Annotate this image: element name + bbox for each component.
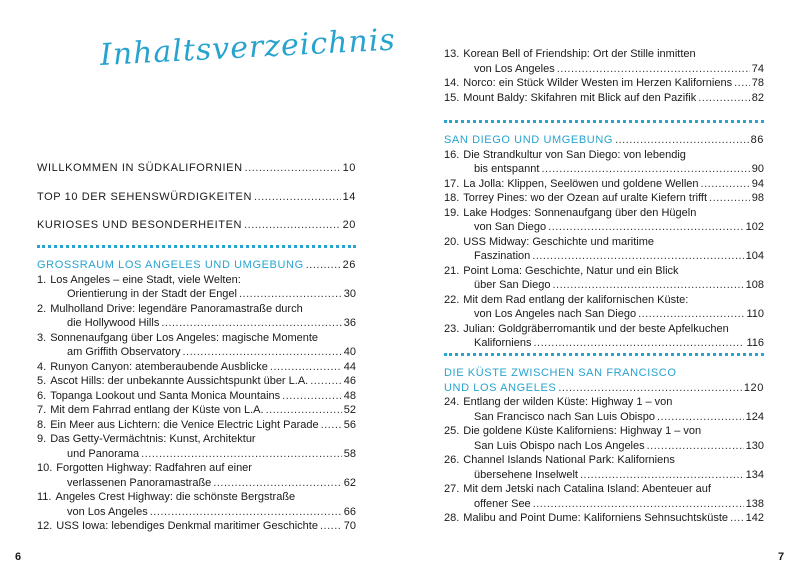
leader-dots: [310, 374, 342, 389]
toc-entry[interactable]: [444, 91, 764, 106]
section-label: WILLKOMMEN IN SÜDKALIFORNIEN: [37, 162, 243, 174]
toc-entry[interactable]: [444, 511, 764, 526]
toc-entry-line1[interactable]: [37, 490, 356, 505]
page-number: 46: [343, 375, 356, 387]
leader-dots: [734, 76, 750, 91]
leader-dots: [557, 62, 750, 77]
entry-title-cont: von Los Angeles nach San Diego: [474, 308, 637, 320]
page-number-right: 7: [778, 551, 785, 563]
entry-title: Point Loma: Geschichte, Natur und ein Blick: [463, 264, 679, 277]
page-number: 66: [343, 505, 356, 518]
entry-number: 16.: [444, 148, 460, 161]
entry-number: 12.: [37, 520, 53, 532]
leader-dots: [647, 439, 744, 454]
toc-entry-line1[interactable]: [37, 302, 356, 317]
section-label: UND LOS ANGELES: [444, 381, 557, 394]
page-number: 86: [750, 134, 764, 146]
page-number: 124: [745, 410, 764, 423]
leader-dots: [698, 91, 750, 106]
toc-entry-line1[interactable]: [444, 264, 764, 279]
entry-number: 14.: [444, 77, 460, 89]
toc-entry-line2[interactable]: [37, 476, 356, 491]
toc-entry[interactable]: [37, 360, 356, 375]
toc-entry-line2[interactable]: [444, 439, 764, 454]
page-number: 134: [745, 468, 764, 481]
toc-entry-line1[interactable]: [37, 432, 356, 447]
page-number: 142: [745, 512, 764, 524]
leader-dots: [266, 403, 342, 418]
entry-number: 3.: [37, 331, 47, 344]
entry-number: 26.: [444, 454, 460, 466]
leader-dots: [141, 447, 342, 462]
section-divider: [37, 245, 356, 248]
entry-title-cont: von Los Angeles: [474, 62, 555, 75]
entry-number: 4.: [37, 360, 47, 373]
toc-entry[interactable]: [37, 418, 356, 433]
toc-entry-line2[interactable]: [444, 278, 764, 293]
toc-entry-line2[interactable]: [444, 410, 764, 425]
toc-entry-line1[interactable]: [444, 322, 764, 337]
entry-number: 25.: [444, 425, 460, 437]
toc-entry-line2[interactable]: [37, 505, 356, 520]
entry-number: 23.: [444, 322, 460, 335]
entry-number: 18.: [444, 192, 460, 204]
toc-entry-line2[interactable]: [37, 316, 356, 331]
page-number: 130: [745, 439, 764, 452]
toc-section-curiosities[interactable]: [37, 218, 356, 233]
leader-dots: [701, 177, 750, 192]
page-number: 70: [343, 520, 356, 532]
entry-number: 17.: [444, 177, 460, 190]
page-number: 26: [342, 259, 356, 271]
entry-number: 1.: [37, 273, 47, 286]
toc-entry-line1[interactable]: [444, 293, 764, 308]
page-number: 14: [342, 190, 356, 203]
leader-dots: [709, 191, 750, 206]
entry-title: Ascot Hills: der unbekannte Aussichtspunkt über L.A.: [50, 375, 309, 387]
entry-title: Die Strandkultur von San Diego: von lebendig: [463, 148, 686, 161]
page-number: 108: [745, 279, 764, 291]
entry-title-cont: Faszination: [474, 250, 531, 262]
entry-title: Mit dem Jetski nach Catalina Island: Abenteuer auf: [463, 483, 711, 495]
entry-title-cont: Orientierung in der Stadt der Engel: [67, 288, 237, 300]
page-number: 94: [751, 177, 764, 190]
leader-dots: [213, 476, 341, 491]
leader-dots: [320, 519, 342, 534]
entry-title-cont: Kaliforniens: [474, 337, 532, 349]
entry-title: Die goldene Küste Kaliforniens: Highway 1 – von: [463, 425, 702, 437]
toc-entry-line1[interactable]: [444, 47, 764, 62]
entry-title: USS Midway: Geschichte und maritime: [463, 235, 655, 248]
leader-dots: [730, 511, 744, 526]
entry-number: 5.: [37, 375, 47, 387]
page-number-left: 6: [15, 551, 22, 563]
toc-entry-line2[interactable]: [444, 307, 764, 322]
leader-dots: [541, 162, 749, 177]
toc-section-la[interactable]: [37, 258, 356, 273]
section-label: DIE KÜSTE ZWISCHEN SAN FRANCISCO: [444, 367, 677, 379]
entry-number: 8.: [37, 418, 47, 431]
toc-entry-line2[interactable]: [444, 220, 764, 235]
top-sections: [37, 161, 356, 233]
toc-entry[interactable]: [444, 177, 764, 192]
entry-title: Julian: Goldgräberromantik und der beste Apfelkuchen: [463, 322, 729, 335]
entry-title: Los Angeles – eine Stadt, viele Welten:: [50, 273, 241, 286]
toc-entry-line2[interactable]: [444, 336, 764, 351]
entry-number: 2.: [37, 302, 47, 315]
entry-title: Lake Hodges: Sonnenaufgang über den Hügeln: [463, 206, 697, 219]
entry-title-cont: die Hollywood Hills: [67, 317, 160, 329]
toc-entry-line1[interactable]: [444, 395, 764, 410]
toc-entry-line1[interactable]: [37, 461, 356, 476]
toc-entry-line1[interactable]: [444, 235, 764, 250]
leader-dots: [282, 389, 342, 404]
leader-dots: [580, 468, 744, 483]
page-number: 30: [343, 288, 356, 300]
entry-title: La Jolla: Klippen, Seelöwen und goldene Wellen: [463, 177, 699, 190]
entry-title: Torrey Pines: wo der Ozean auf uralte Kiefern trifft: [463, 192, 708, 204]
entry-number: 19.: [444, 206, 460, 219]
page-number: 52: [343, 404, 356, 416]
page-number: 82: [751, 91, 764, 104]
toc-section-sf-line2[interactable]: [444, 381, 764, 396]
page-number: 62: [343, 476, 356, 489]
toc-entry[interactable]: [37, 403, 356, 418]
entry-number: 6.: [37, 389, 47, 402]
entry-title-cont: San Luis Obispo nach Los Angeles: [474, 439, 645, 452]
page-number: 58: [343, 447, 356, 460]
leader-dots: [321, 418, 342, 433]
entry-title-cont: übersehene Inselwelt: [474, 468, 578, 481]
toc-list-la-cont: [444, 47, 764, 105]
toc-entry[interactable]: [444, 191, 764, 206]
toc-entry-line2[interactable]: [444, 249, 764, 264]
entry-title: Das Getty-Vermächtnis: Kunst, Architektur: [50, 433, 256, 445]
leader-dots: [183, 345, 342, 360]
toc-entry-line2[interactable]: [37, 287, 356, 302]
toc-entry-line1[interactable]: [444, 148, 764, 163]
entry-title: Mit dem Rad entlang der kalifornischen Küste:: [463, 293, 689, 306]
leader-dots: [270, 360, 342, 375]
entry-number: 13.: [444, 48, 460, 60]
page-number: 44: [343, 360, 356, 373]
toc-entry[interactable]: [37, 374, 356, 389]
leader-dots: [533, 497, 744, 512]
section-label: TOP 10 DER SEHENSWÜRDIGKEITEN: [37, 190, 253, 203]
toc-entry-line2[interactable]: [444, 468, 764, 483]
entry-title: Forgotten Highway: Radfahren auf einer: [56, 462, 252, 474]
entry-title: Korean Bell of Friendship: Ort der Stille inmitten: [463, 48, 696, 60]
entry-number: 9.: [37, 433, 47, 445]
page-number: 98: [751, 192, 764, 204]
page-number: 102: [745, 221, 764, 233]
leader-dots: [638, 307, 744, 322]
toc-entry-line2[interactable]: [444, 162, 764, 177]
section-label: SAN DIEGO UND UMGEBUNG: [444, 134, 614, 146]
entry-title: Mulholland Drive: legendäre Panoramastraße durch: [50, 302, 303, 315]
page-number: 104: [745, 250, 764, 262]
page-number: 90: [751, 163, 764, 175]
page-number: 138: [745, 497, 764, 510]
toc-entry-line2[interactable]: [444, 62, 764, 77]
entry-number: 11.: [37, 491, 52, 503]
page-number: 10: [342, 162, 356, 174]
toc-section-sd[interactable]: [444, 133, 764, 148]
entry-number: 15.: [444, 91, 460, 104]
entry-title-cont: am Griffith Observatory: [67, 346, 181, 358]
page-number: 116: [746, 337, 764, 349]
page-number: 78: [751, 77, 764, 89]
entry-title-cont: von Los Angeles: [67, 505, 148, 518]
entry-title-cont: über San Diego: [474, 279, 551, 291]
entry-title: Channel Islands National Park: Kaliforniens: [463, 454, 675, 466]
toc-entry[interactable]: [444, 76, 764, 91]
toc-section-top10[interactable]: [37, 190, 356, 205]
toc-entry-line2[interactable]: [37, 447, 356, 462]
entry-title: Sonnenaufgang über Los Angeles: magische Momente: [50, 331, 319, 344]
page-number: 74: [751, 62, 764, 75]
entry-title-cont: verlassenen Panoramastraße: [67, 476, 212, 489]
toc-entry-line1[interactable]: [444, 453, 764, 468]
toc-entry-line1[interactable]: [444, 424, 764, 439]
section-label: KURIOSES UND BESONDERHEITEN: [37, 219, 243, 231]
toc-entry[interactable]: [37, 389, 356, 404]
page-number: 48: [343, 389, 356, 402]
leader-dots: [239, 287, 342, 302]
toc-entry[interactable]: [37, 519, 356, 534]
entry-title: Topanga Lookout und Santa Monica Mountains: [50, 389, 281, 402]
toc-section-welcome[interactable]: [37, 161, 356, 176]
page-number: 40: [343, 346, 356, 358]
page-number: 120: [743, 381, 764, 394]
entry-title: Malibu and Point Dume: Kaliforniens Sehnsuchtsküste: [463, 512, 729, 524]
entry-title: Angeles Crest Highway: die schönste Bergstraße: [55, 491, 296, 503]
toc-entry-line1[interactable]: [444, 206, 764, 221]
toc-entry-line1[interactable]: [37, 331, 356, 346]
section-label: GROSSRAUM LOS ANGELES UND UMGEBUNG: [37, 259, 304, 271]
entry-title-cont: und Panorama: [67, 447, 140, 460]
entry-title: Runyon Canyon: atemberaubende Ausblicke: [50, 360, 268, 373]
entry-title: Norco: ein Stück Wilder Westen im Herzen Kaliforniens: [463, 77, 733, 89]
leader-dots: [657, 410, 744, 425]
entry-title-cont: offener See: [474, 497, 531, 510]
leader-dots: [532, 249, 743, 264]
section-divider: [444, 120, 764, 123]
entry-title: Mount Baldy: Skifahren mit Blick auf den Pazifik: [463, 91, 697, 104]
entry-number: 27.: [444, 483, 460, 495]
toc-list-sf: [444, 366, 764, 526]
entry-number: 24.: [444, 396, 460, 408]
page-title: Inhaltsverzeichnis: [99, 22, 397, 73]
page-number: 110: [746, 308, 764, 320]
toc-section-sf-line1[interactable]: [444, 366, 764, 381]
section-divider: [444, 353, 764, 356]
toc-entry-line1[interactable]: [444, 482, 764, 497]
leader-dots: [548, 220, 743, 235]
page-number: 56: [343, 418, 356, 431]
page-number: 36: [343, 317, 356, 329]
entry-title: Ein Meer aus Lichtern: die Venice Electric Light Parade: [50, 418, 319, 431]
entry-number: 10.: [37, 462, 53, 474]
entry-number: 20.: [444, 235, 460, 248]
leader-dots: [552, 278, 743, 293]
entry-title-cont: San Francisco nach San Luis Obispo: [474, 410, 655, 423]
entry-title: USS Iowa: lebendiges Denkmal maritimer Geschichte: [56, 520, 318, 532]
leader-dots: [533, 336, 744, 351]
entry-title-cont: bis entspannt: [474, 163, 540, 175]
entry-title: Mit dem Fahrrad entlang der Küste von L.A.: [50, 404, 264, 416]
toc-list-la: [37, 258, 356, 534]
entry-title-cont: von San Diego: [474, 221, 547, 233]
leader-dots: [161, 316, 341, 331]
page-number: 20: [342, 219, 356, 231]
entry-title: Entlang der wilden Küste: Highway 1 – von: [463, 396, 673, 408]
entry-number: 22.: [444, 293, 460, 306]
toc-list-sd: [444, 133, 764, 351]
entry-number: 28.: [444, 512, 460, 524]
toc-entry-line2[interactable]: [37, 345, 356, 360]
leader-dots: [150, 505, 342, 520]
toc-entry-line1[interactable]: [37, 273, 356, 288]
toc-entry-line2[interactable]: [444, 497, 764, 512]
entry-number: 7.: [37, 404, 47, 416]
entry-number: 21.: [444, 264, 460, 277]
